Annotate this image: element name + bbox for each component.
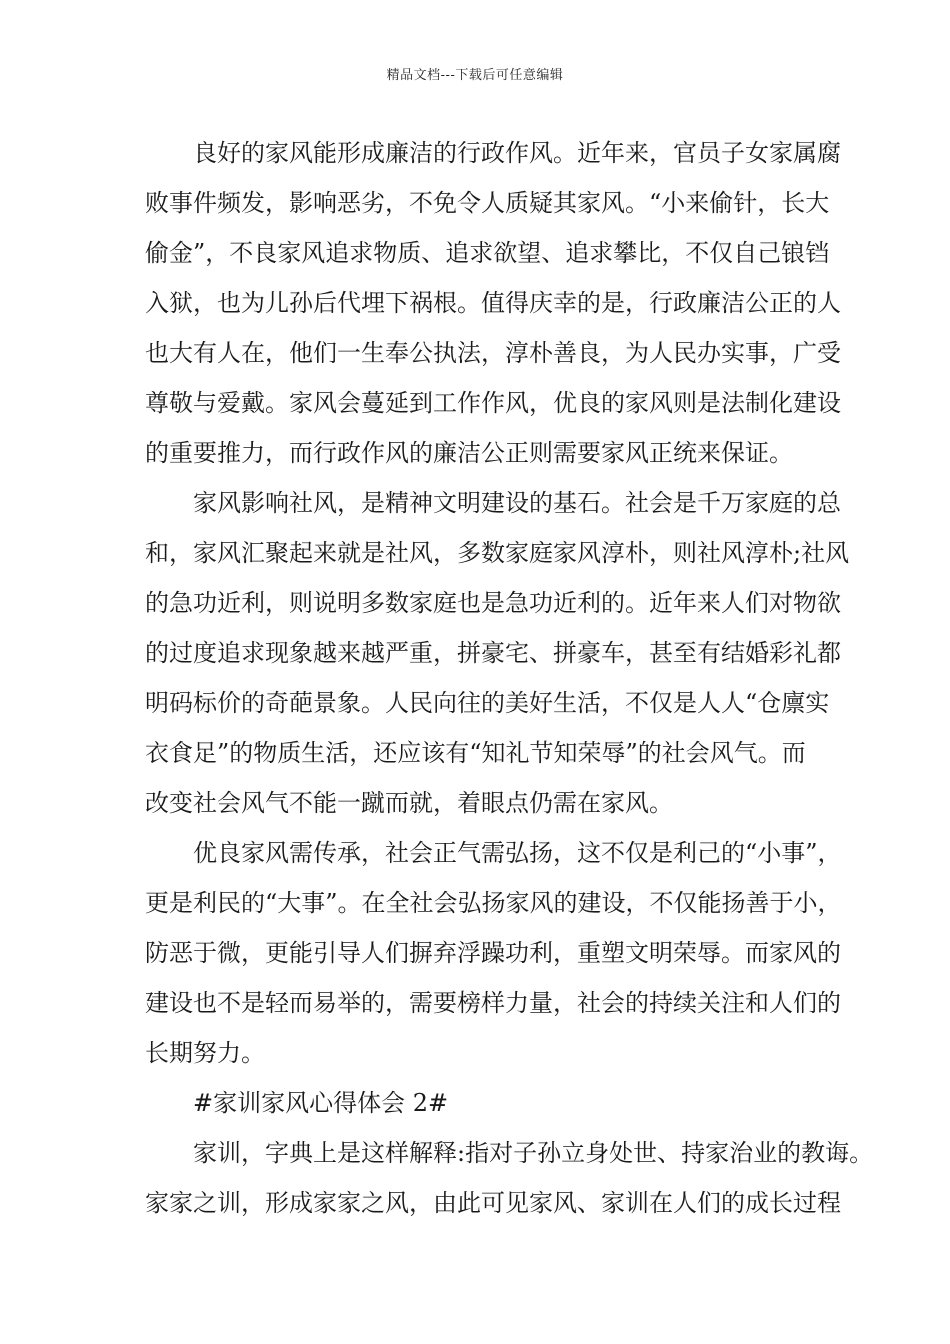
- page-header: 精品文档---下载后可任意编辑: [386, 68, 564, 83]
- paragraph-1-line-4: 入狱，也为儿孙后代埋下祸根。值得庆幸的是，行政廉洁公正的人: [145, 289, 841, 317]
- paragraph-1-line-2: 败事件频发，影响恶劣，不免令人质疑其家风。“小来偷针，长大: [145, 189, 830, 217]
- section-heading: #家训家风心得体会 2#: [193, 1089, 449, 1117]
- paragraph-1-line-5: 也大有人在，他们一生奉公执法，淳朴善良，为人民办实事，广受: [145, 339, 841, 367]
- paragraph-2-line-3: 的急功近利，则说明多数家庭也是急功近利的。近年来人们对物欲: [145, 589, 841, 617]
- paragraph-3-line-5: 长期努力。: [145, 1039, 265, 1067]
- paragraph-2-line-5: 明码标价的奇葩景象。人民向往的美好生活，不仅是人人“仓廪实: [145, 689, 830, 717]
- paragraph-1-line-3: 偷金”，不良家风追求物质、追求欲望、追求攀比，不仅自己锒铛: [145, 239, 830, 267]
- paragraph-3-line-1: 优良家风需传承，社会正气需弘扬，这不仅是利己的“小事”，: [193, 839, 842, 867]
- paragraph-1-line-6: 尊敬与爱戴。家风会蔓延到工作作风，优良的家风则是法制化建设: [145, 389, 841, 417]
- paragraph-3-line-4: 建设也不是轻而易举的，需要榜样力量，社会的持续关注和人们的: [145, 989, 841, 1017]
- paragraph-2-line-1: 家风影响社风，是精神文明建设的基石。社会是千万家庭的总: [193, 489, 841, 517]
- paragraph-3-line-2: 更是利民的“大事”。在全社会弘扬家风的建设，不仅能扬善于小，: [145, 889, 842, 917]
- paragraph-1-line-7: 的重要推力，而行政作风的廉洁公正则需要家风正统来保证。: [145, 439, 793, 467]
- paragraph-2-line-4: 的过度追求现象越来越严重，拼豪宅、拼豪车，甚至有结婚彩礼都: [145, 639, 841, 667]
- paragraph-5-line-1: 家训，字典上是这样解释:指对子孙立身处世、持家治业的教诲。: [193, 1139, 874, 1167]
- paragraph-3-line-3: 防恶于微，更能引导人们摒弃浮躁功利，重塑文明荣辱。而家风的: [145, 939, 841, 967]
- paragraph-2-line-2: 和，家风汇聚起来就是社风，多数家庭家风淳朴，则社风淳朴;社风: [145, 539, 850, 567]
- paragraph-5-line-2: 家家之训，形成家家之风，由此可见家风、家训在人们的成长过程: [145, 1189, 841, 1217]
- paragraph-2-line-6: 衣食足”的物质生活，还应该有“知礼节知荣辱”的社会风气。而: [145, 739, 806, 767]
- paragraph-1-line-1: 良好的家风能形成廉洁的行政作风。近年来，官员子女家属腐: [193, 139, 841, 167]
- document-body: [145, 128, 874, 1228]
- paragraph-2-line-7: 改变社会风气不能一蹴而就，着眼点仍需在家风。: [145, 789, 673, 817]
